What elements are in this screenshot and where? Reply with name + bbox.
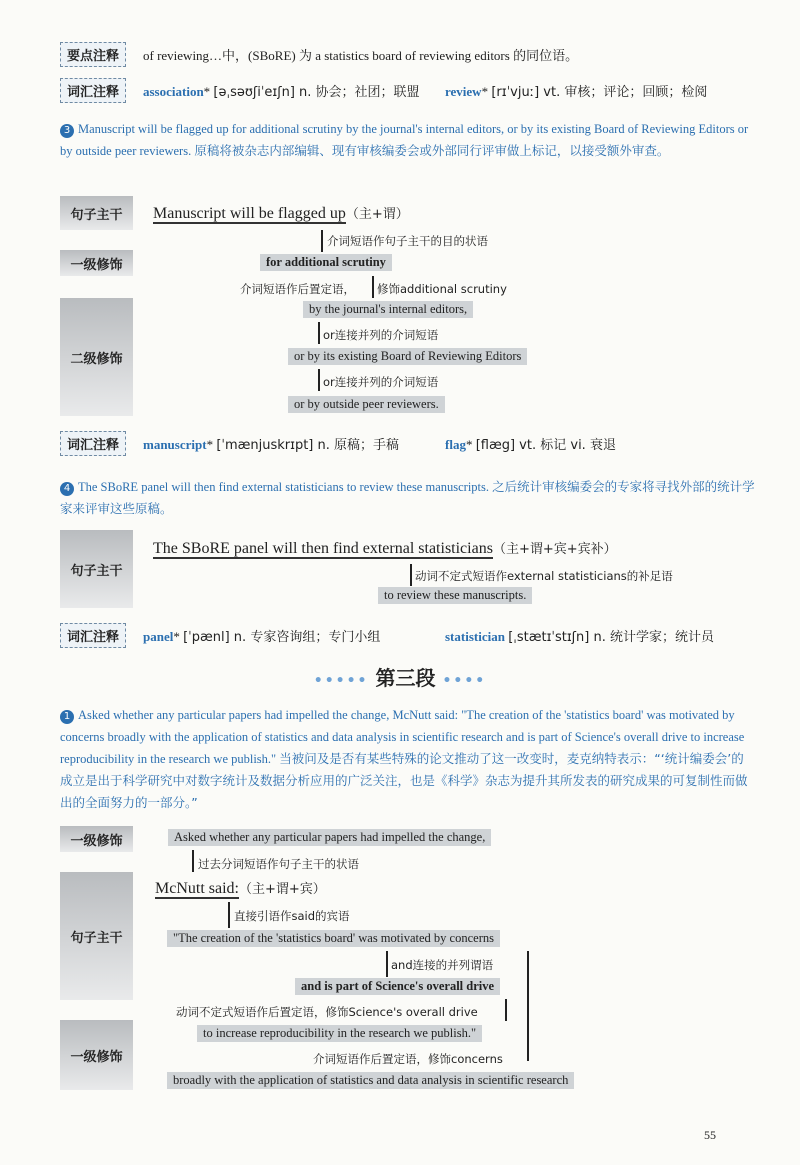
- main-sentence: [155, 878, 326, 898]
- connector-line: [192, 850, 194, 872]
- annotation: or连接并列的介词短语: [323, 375, 439, 389]
- connector-line: [228, 902, 230, 928]
- vocab-entry: review* [rɪˈvjuː] vt. 审核；评论；回顾；检阅: [445, 84, 708, 100]
- page-number: 55: [704, 1128, 716, 1142]
- side-label-main: 句子主干: [60, 872, 133, 1000]
- side-label-second: 二级修饰: [60, 298, 133, 416]
- side-label-first: 一级修饰: [60, 250, 133, 276]
- sentence-paragraph: [60, 476, 755, 520]
- side-label-main: 句子主干: [60, 530, 133, 608]
- main-structure: （主+谓+宾+宾补）: [492, 542, 617, 557]
- vocab-word: association: [143, 84, 204, 99]
- vocab-def: [əˌsəʊʃiˈeɪʃn] n. 协会；社团；联盟: [213, 85, 420, 100]
- main-structure: （主+谓）: [345, 207, 409, 222]
- vocab-entry: manuscript* [ˈmænjuskrɪpt] n. 原稿；手稿: [143, 437, 400, 453]
- side-label-first: 一级修饰: [60, 1020, 133, 1090]
- main-sentence: [153, 203, 409, 223]
- vocab-entry: [445, 626, 714, 645]
- decorative-dots-right: ••••: [442, 673, 487, 689]
- side-label-main: 句子主干: [60, 196, 133, 230]
- vocab-word: review: [445, 84, 482, 99]
- vocab-entry: flag* [flæg] vt. 标记 vi. 衰退: [445, 437, 616, 453]
- annotation: 直接引语作said的宾语: [234, 909, 350, 923]
- vocab-def: [ˈpænl] n. 专家咨询组；专门小组: [183, 630, 381, 645]
- main-sentence: [153, 538, 617, 558]
- connector-line: [321, 230, 323, 252]
- modifier-phrase: by the journal's internal editors,: [303, 301, 473, 318]
- section-heading: [0, 662, 800, 691]
- modifier-phrase: or by its existing Board of Reviewing Editors: [288, 348, 527, 365]
- sentence-translation: 之后统计审核编委会的专家将寻找外部的统计学家来评审这些原稿。: [60, 479, 755, 516]
- connector-line: [527, 951, 529, 1061]
- vocab-word: panel: [143, 629, 174, 644]
- sentence-paragraph: [60, 118, 755, 162]
- vocab-def: [flæg] vt. 标记 vi. 衰退: [475, 438, 616, 453]
- vocab-entry: association* [əˌsəʊʃiˈeɪʃn] n. 协会；社团；联盟: [143, 84, 420, 100]
- connector-line: [505, 999, 507, 1021]
- quote-phrase: to increase reproducibility in the research we publish.": [197, 1025, 482, 1042]
- annotation: and连接的并列谓语: [391, 958, 494, 972]
- annotation: 动词不定式短语作external statisticians的补足语: [415, 569, 673, 583]
- quote-phrase: broadly with the application of statistics and data analysis in scientific research: [167, 1072, 574, 1089]
- annotation: 过去分词短语作句子主干的状语: [198, 857, 359, 871]
- keypoint-text: of reviewing…中，(SBoRE) 为 a statistics board of reviewing editors 的同位语。: [143, 48, 579, 63]
- main-clause: The SBoRE panel will then find external statisticians: [153, 540, 493, 557]
- modifier-phrase: for additional scrutiny: [260, 254, 392, 271]
- sentence-paragraph: [60, 704, 755, 814]
- vocab-tag: 词汇注释: [60, 78, 126, 103]
- sentence-number: 1: [60, 710, 74, 724]
- quote-phrase: and is part of Science's overall drive: [295, 978, 500, 995]
- sentence-text: The SBoRE panel will then find external statisticians to review these manuscripts.: [78, 480, 490, 494]
- vocab-entry: panel* [ˈpænl] n. 专家咨询组；专门小组: [143, 629, 381, 645]
- sentence-translation: 当被问及是否有某些特殊的论文推动了这一改变时，麦克纳特表示：“‘统计编委会’的成立是出于科学研究中对数字统计及数据分析应用的广泛关注，也是《科学》杂志为提升其所发表的研究成果的可复制性而做出的全面努力的一部分。”: [60, 751, 748, 810]
- quote-phrase: "The creation of the 'statistics board' was motivated by concerns: [167, 930, 500, 947]
- section-title: 第三段: [375, 666, 436, 690]
- side-label-first: 一级修饰: [60, 826, 133, 852]
- decorative-dots-left: •••••: [313, 673, 369, 689]
- main-clause: McNutt said:: [155, 880, 239, 897]
- vocab-def: [ˌstætɪˈstɪʃn] n. 统计学家；统计员: [508, 630, 715, 645]
- sentence-number: 3: [60, 124, 74, 138]
- vocab-word: flag: [445, 437, 466, 452]
- annotation: 介词短语作后置定语，: [240, 282, 355, 296]
- sentence-number: 4: [60, 482, 74, 496]
- vocab-tag: 词汇注释: [60, 623, 126, 648]
- modifier-phrase: or by outside peer reviewers.: [288, 396, 445, 413]
- annotation: 介词短语作后置定语，修饰concerns: [313, 1052, 503, 1066]
- sentence-translation: 原稿将被杂志内部编辑、现有审核编委会或外部同行评审做上标记，以接受额外审查。: [194, 143, 670, 158]
- sentence-text: Asked whether any particular papers had impelled the change, McNutt said: "The creation of the 'statistics board' was motivated by concerns broadly with the application of statistics and data analysis in scientific research and is part of Science's overall drive to increase reproducibility in the research we publish.": [60, 708, 745, 766]
- vocab-def: [rɪˈvjuː] vt. 审核；评论；回顾；检阅: [491, 85, 708, 100]
- vocab-tag: 词汇注释: [60, 431, 126, 456]
- connector-line: [372, 276, 374, 298]
- vocab-word: manuscript: [143, 437, 207, 452]
- annotation: or连接并列的介词短语: [323, 328, 439, 342]
- connector-line: [410, 564, 412, 586]
- annotation: 介词短语作句子主干的目的状语: [327, 234, 488, 248]
- annotation: 修饰additional scrutiny: [377, 282, 507, 296]
- sentence-text: Manuscript will be flagged up for additional scrutiny by the journal's internal editors, or by its existing Board of Reviewing Editors or by outside peer reviewers.: [60, 122, 749, 158]
- connector-line: [386, 951, 388, 977]
- keypoint-tag: 要点注释: [60, 42, 126, 67]
- modifier-phrase: to review these manuscripts.: [378, 587, 532, 604]
- connector-line: [318, 369, 320, 391]
- modifier-phrase: Asked whether any particular papers had impelled the change,: [168, 829, 491, 846]
- main-structure: （主+谓+宾）: [239, 882, 326, 897]
- vocab-def: [ˈmænjuskrɪpt] n. 原稿；手稿: [216, 438, 400, 453]
- annotation: 动词不定式短语作后置定语，修饰Science's overall drive: [176, 1005, 478, 1019]
- vocab-word: statistician: [445, 629, 505, 644]
- connector-line: [318, 322, 320, 344]
- main-clause: Manuscript will be flagged up: [153, 205, 346, 222]
